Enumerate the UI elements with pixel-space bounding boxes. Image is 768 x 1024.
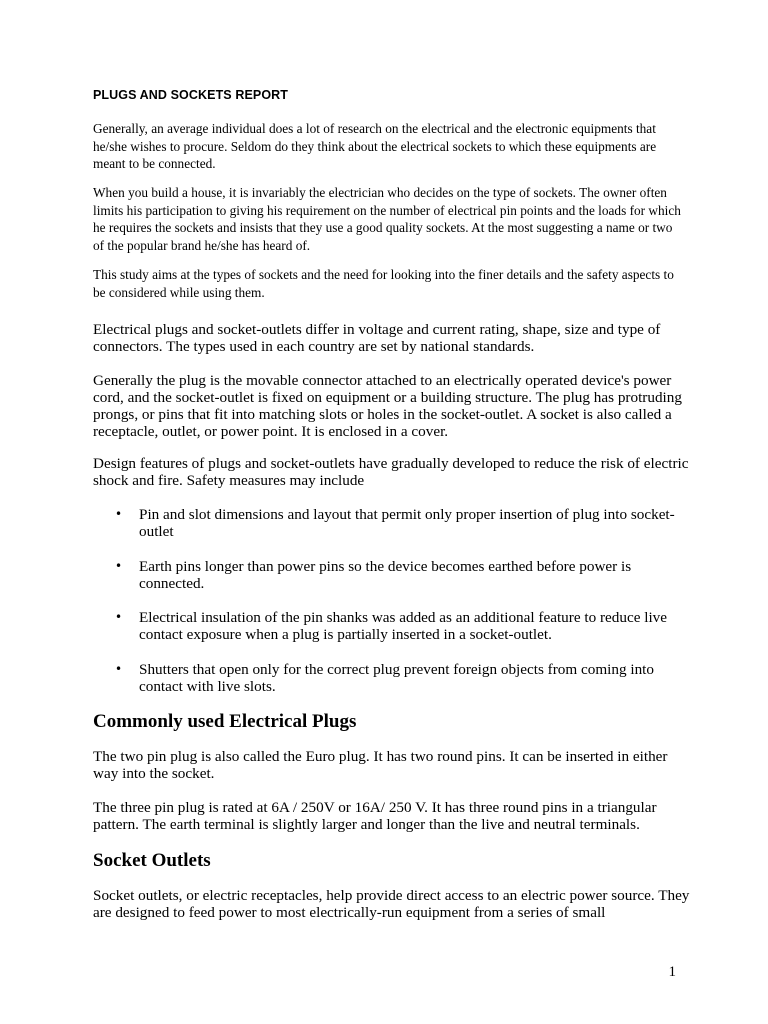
body-paragraph: Generally the plug is the movable connector attached to an electrically operated device's power cord, and the socket-outlet is fixed on equipment or a building structure. The plug has protruding prongs, or pins that fit into matching slots or holes in the socket-outlet. A socket is also called a receptacle, outlet, or power point. It is enclosed in a cover.: [93, 372, 682, 440]
intro-paragraph: When you build a house, it is invariably the electrician who decides on the type of sockets. The owner often limits his participation to giving his requirement on the number of electrical pin points and the loads for which he requires the sockets and insists that they use a good quality sockets. At the most suggesting a name or two of the popular brand he/she has heard of.: [93, 185, 681, 253]
list-item-text: Earth pins longer than power pins so the device becomes earthed before power is connected.: [139, 557, 632, 592]
bullet-icon: •: [115, 507, 123, 521]
bullet-icon: •: [115, 610, 123, 624]
page-number: 1: [668, 964, 676, 980]
safety-measures-list: [93, 506, 693, 712]
body-paragraph: The three pin plug is rated at 6A / 250V or 16A/ 250 V. It has three round pins in a triangular pattern. The earth terminal is slightly larger and longer than the live and neutral terminals.: [93, 799, 657, 833]
body-paragraph: Design features of plugs and socket-outlets have gradually developed to reduce the risk of electric shock and fire. Safety measures may include: [93, 455, 689, 489]
list-item: [93, 558, 693, 592]
list-item: [93, 609, 693, 643]
body-paragraph: Electrical plugs and socket-outlets differ in voltage and current rating, shape, size and type of connectors. The types used in each country are set by national standards.: [93, 321, 661, 355]
intro-paragraph: Generally, an average individual does a lot of research on the electrical and the electronic equipments that he/she wishes to procure. Seldom do they think about the electrical sockets to which these equipments are meant to be connected.: [93, 121, 657, 171]
report-title: PLUGS AND SOCKETS REPORT: [93, 88, 289, 102]
section-heading: Socket Outlets: [93, 850, 211, 871]
bullet-icon: •: [115, 558, 123, 573]
body-paragraph: The two pin plug is also called the Euro plug. It has two round pins. It can be inserted in either way into the socket.: [93, 748, 668, 782]
bullet-icon: •: [115, 661, 123, 676]
list-item: [93, 506, 693, 540]
list-item-text: Shutters that open only for the correct plug prevent foreign objects from coming into contact with live slots.: [139, 660, 654, 695]
section-heading: Commonly used Electrical Plugs: [93, 711, 357, 732]
body-paragraph: Socket outlets, or electric receptacles, help provide direct access to an electric power source. They are designed to feed power to most electrically-run equipment from a series of small: [93, 887, 690, 921]
intro-paragraph: This study aims at the types of sockets and the need for looking into the finer details and the safety aspects to be considered while using them.: [93, 267, 674, 300]
list-item: [93, 661, 693, 695]
list-item-text: Pin and slot dimensions and layout that permit only proper insertion of plug into socket-outlet: [139, 506, 675, 540]
list-item-text: Electrical insulation of the pin shanks was added as an additional feature to reduce live contact exposure when a plug is partially inserted in a socket-outlet.: [139, 609, 668, 643]
